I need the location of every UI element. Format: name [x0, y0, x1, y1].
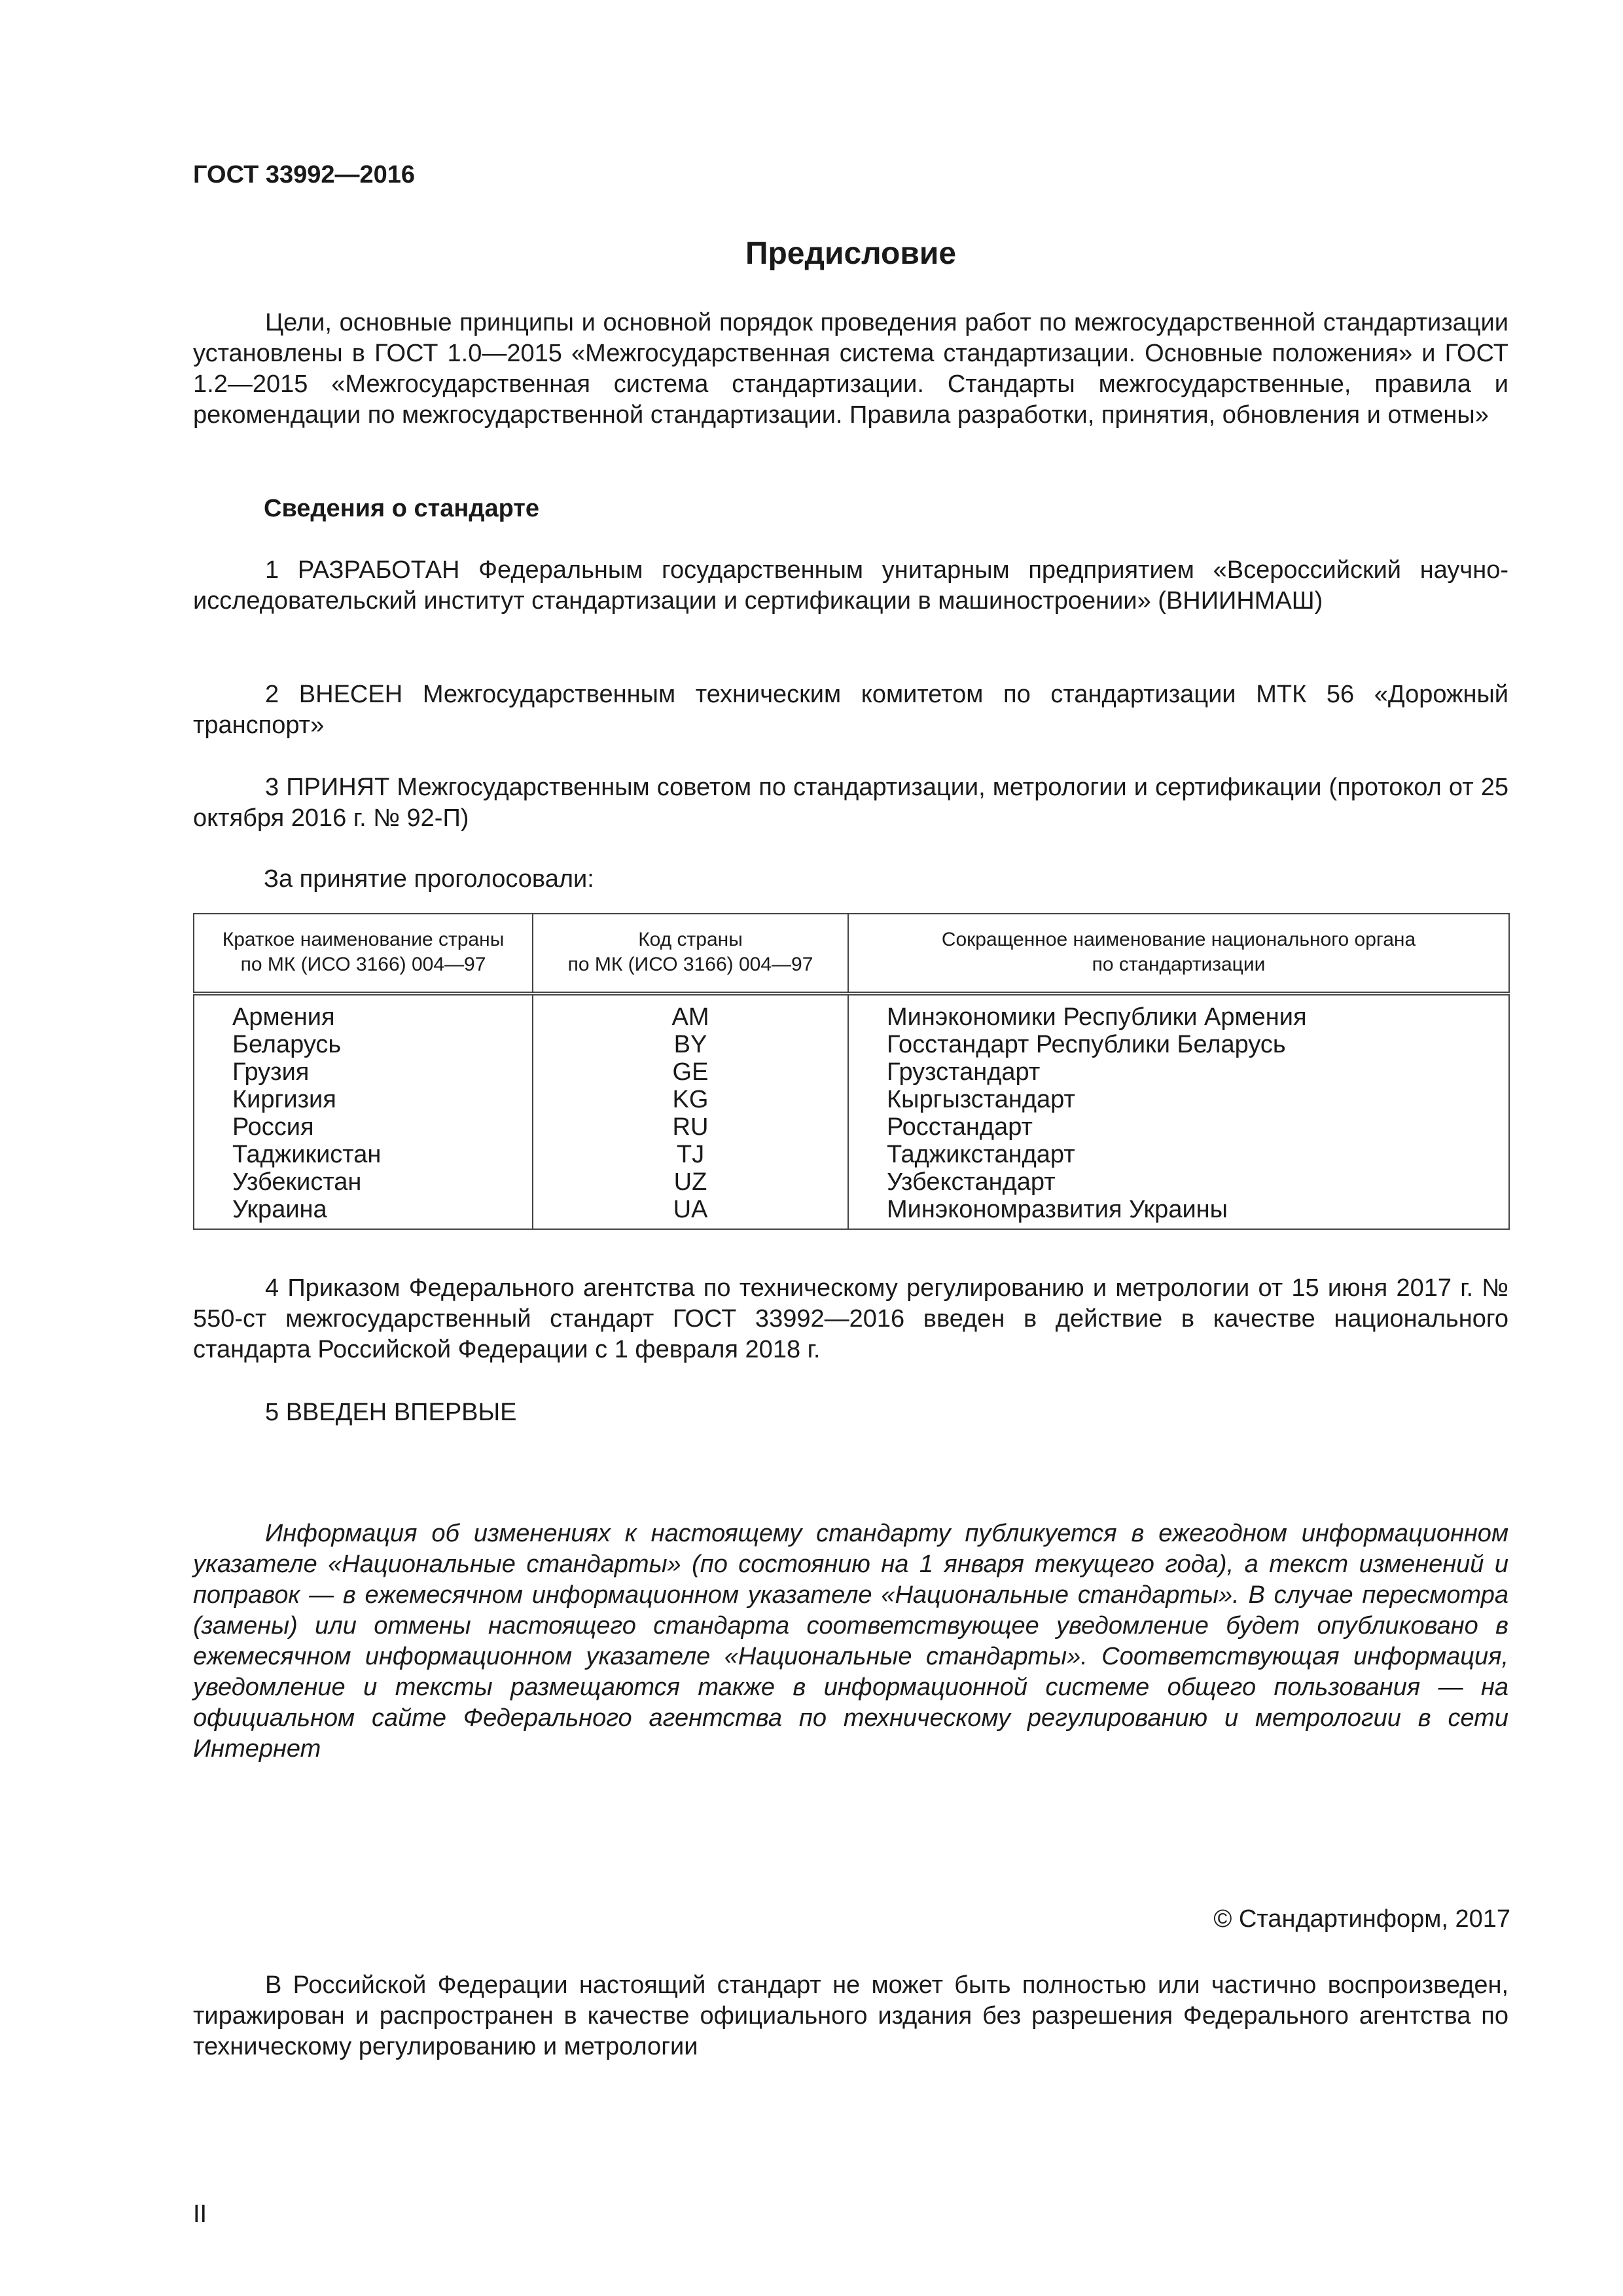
table-header-row [194, 914, 1509, 994]
intro-text: Цели, основные принципы и основной порядок проведения работ по межгосударственной стандартизации установлены в ГОСТ 1.0—2015 «Межгосударственная система стандартизации. Основные положения» и ГОСТ 1.2—2015 «Межгосударственная система стандартизации. Стандарты межгосударственные, правила и рекомендации по межгосударственной стандартизации. Правила разработки, принятия, обновления и отмены» [193, 309, 1508, 429]
country-cell: Таджикистан [194, 1141, 533, 1168]
intro-paragraph [193, 308, 1508, 431]
header-country-line1: Краткое наименование страны [222, 929, 505, 950]
table-row [194, 1113, 1509, 1141]
table-row [194, 1031, 1509, 1058]
notice-text: Информация об изменениях к настоящему стандарту публикуется в ежегодном информационном указателе «Национальные стандарты» (по состоянию на 1 января текущего года), а текст изменений и поправок — в ежемесячном информационном указателе «Национальные стандарты». В случае пересмотра (замены) или отмены настоящего стандарта соответствующее уведомление будет опубликовано в ежемесячном информационном указателе «Национальные стандарты». Соответствующая информация, уведомление и тексты размещаются также в информационной системе общего пользования — на официальном сайте Федерального агентства по техническому регулированию и метрологии в сети Интернет [193, 1520, 1508, 1763]
item-1-text: 1 РАЗРАБОТАН Федеральным государственным унитарным предприятием «Всероссийский научно-исследовательский институт стандартизации и сертификации в машиностроении» (ВНИИНМАШ) [193, 556, 1508, 615]
org-cell: Грузстандарт [848, 1058, 1509, 1086]
copyright: © Стандартинформ, 2017 [1213, 1905, 1510, 1933]
country-cell: Грузия [194, 1058, 533, 1086]
notice-paragraph [193, 1518, 1508, 1765]
item-5-text: 5 ВВЕДЕН ВПЕРВЫЕ [265, 1399, 517, 1426]
org-cell: Минэкономразвития Украины [848, 1196, 1509, 1229]
page-title: Предисловие [745, 236, 957, 271]
table-row [194, 1058, 1509, 1086]
item-1 [193, 555, 1508, 617]
header-code-line1: Код страны [638, 929, 743, 950]
country-cell: Россия [194, 1113, 533, 1141]
table-row [194, 1196, 1509, 1229]
header-org [848, 914, 1509, 994]
item-2-text: 2 ВНЕСЕН Межгосударственным техническим комитетом по стандартизации МТК 56 «Дорожный транспорт» [193, 681, 1508, 739]
code-cell: AM [533, 994, 848, 1031]
item-2 [193, 679, 1508, 741]
page-number: II [193, 2200, 207, 2228]
header-code [533, 914, 848, 994]
header-country [194, 914, 533, 994]
header-code-line2: по МК (ИСО 3166) 004—97 [567, 954, 813, 975]
org-cell: Росстандарт [848, 1113, 1509, 1141]
vote-label: За принятие проголосовали: [264, 865, 594, 893]
info-heading: Сведения о стандарте [264, 495, 540, 522]
document-code: ГОСТ 33992—2016 [193, 161, 416, 188]
country-cell: Узбекистан [194, 1168, 533, 1196]
table-row [194, 1141, 1509, 1168]
header-org-line2: по стандартизации [1092, 954, 1266, 975]
table-row [194, 1086, 1509, 1113]
code-cell: UZ [533, 1168, 848, 1196]
reproduction-text: В Российской Федерации настоящий стандарт не может быть полностью или частично воспроизведен, тиражирован и распространен в качестве официального издания без разрешения Федерального агентства по техническому регулированию и метрологии [193, 1971, 1508, 2060]
code-cell: UA [533, 1196, 848, 1229]
code-cell: KG [533, 1086, 848, 1113]
org-cell: Узбекстандарт [848, 1168, 1509, 1196]
code-cell: GE [533, 1058, 848, 1086]
table-row [194, 1168, 1509, 1196]
item-4 [193, 1273, 1508, 1365]
header-country-line2: по МК (ИСО 3166) 004—97 [240, 954, 486, 975]
table-row [194, 994, 1509, 1031]
item-3 [193, 772, 1508, 834]
country-cell: Беларусь [194, 1031, 533, 1058]
code-cell: TJ [533, 1141, 848, 1168]
item-4-text: 4 Приказом Федерального агентства по техническому регулированию и метрологии от 15 июня 2017 г. № 550-ст межгосударственный стандарт ГОСТ 33992—2016 введен в действие в качестве национального стандарта Российской Федерации с 1 февраля 2018 г. [193, 1274, 1508, 1363]
item-5 [193, 1397, 1508, 1428]
org-cell: Кыргызстандарт [848, 1086, 1509, 1113]
country-cell: Армения [194, 994, 533, 1031]
item-3-text: 3 ПРИНЯТ Межгосударственным советом по стандартизации, метрологии и сертификации (протокол от 25 октября 2016 г. № 92-П) [193, 774, 1508, 832]
org-cell: Госстандарт Республики Беларусь [848, 1031, 1509, 1058]
header-org-line1: Сокращенное наименование национального органа [941, 929, 1416, 950]
reproduction-paragraph [193, 1970, 1508, 2062]
org-cell: Минэкономики Республики Армения [848, 994, 1509, 1031]
code-cell: BY [533, 1031, 848, 1058]
voting-table [193, 913, 1510, 1230]
country-cell: Украина [194, 1196, 533, 1229]
country-cell: Киргизия [194, 1086, 533, 1113]
code-cell: RU [533, 1113, 848, 1141]
org-cell: Таджикстандарт [848, 1141, 1509, 1168]
